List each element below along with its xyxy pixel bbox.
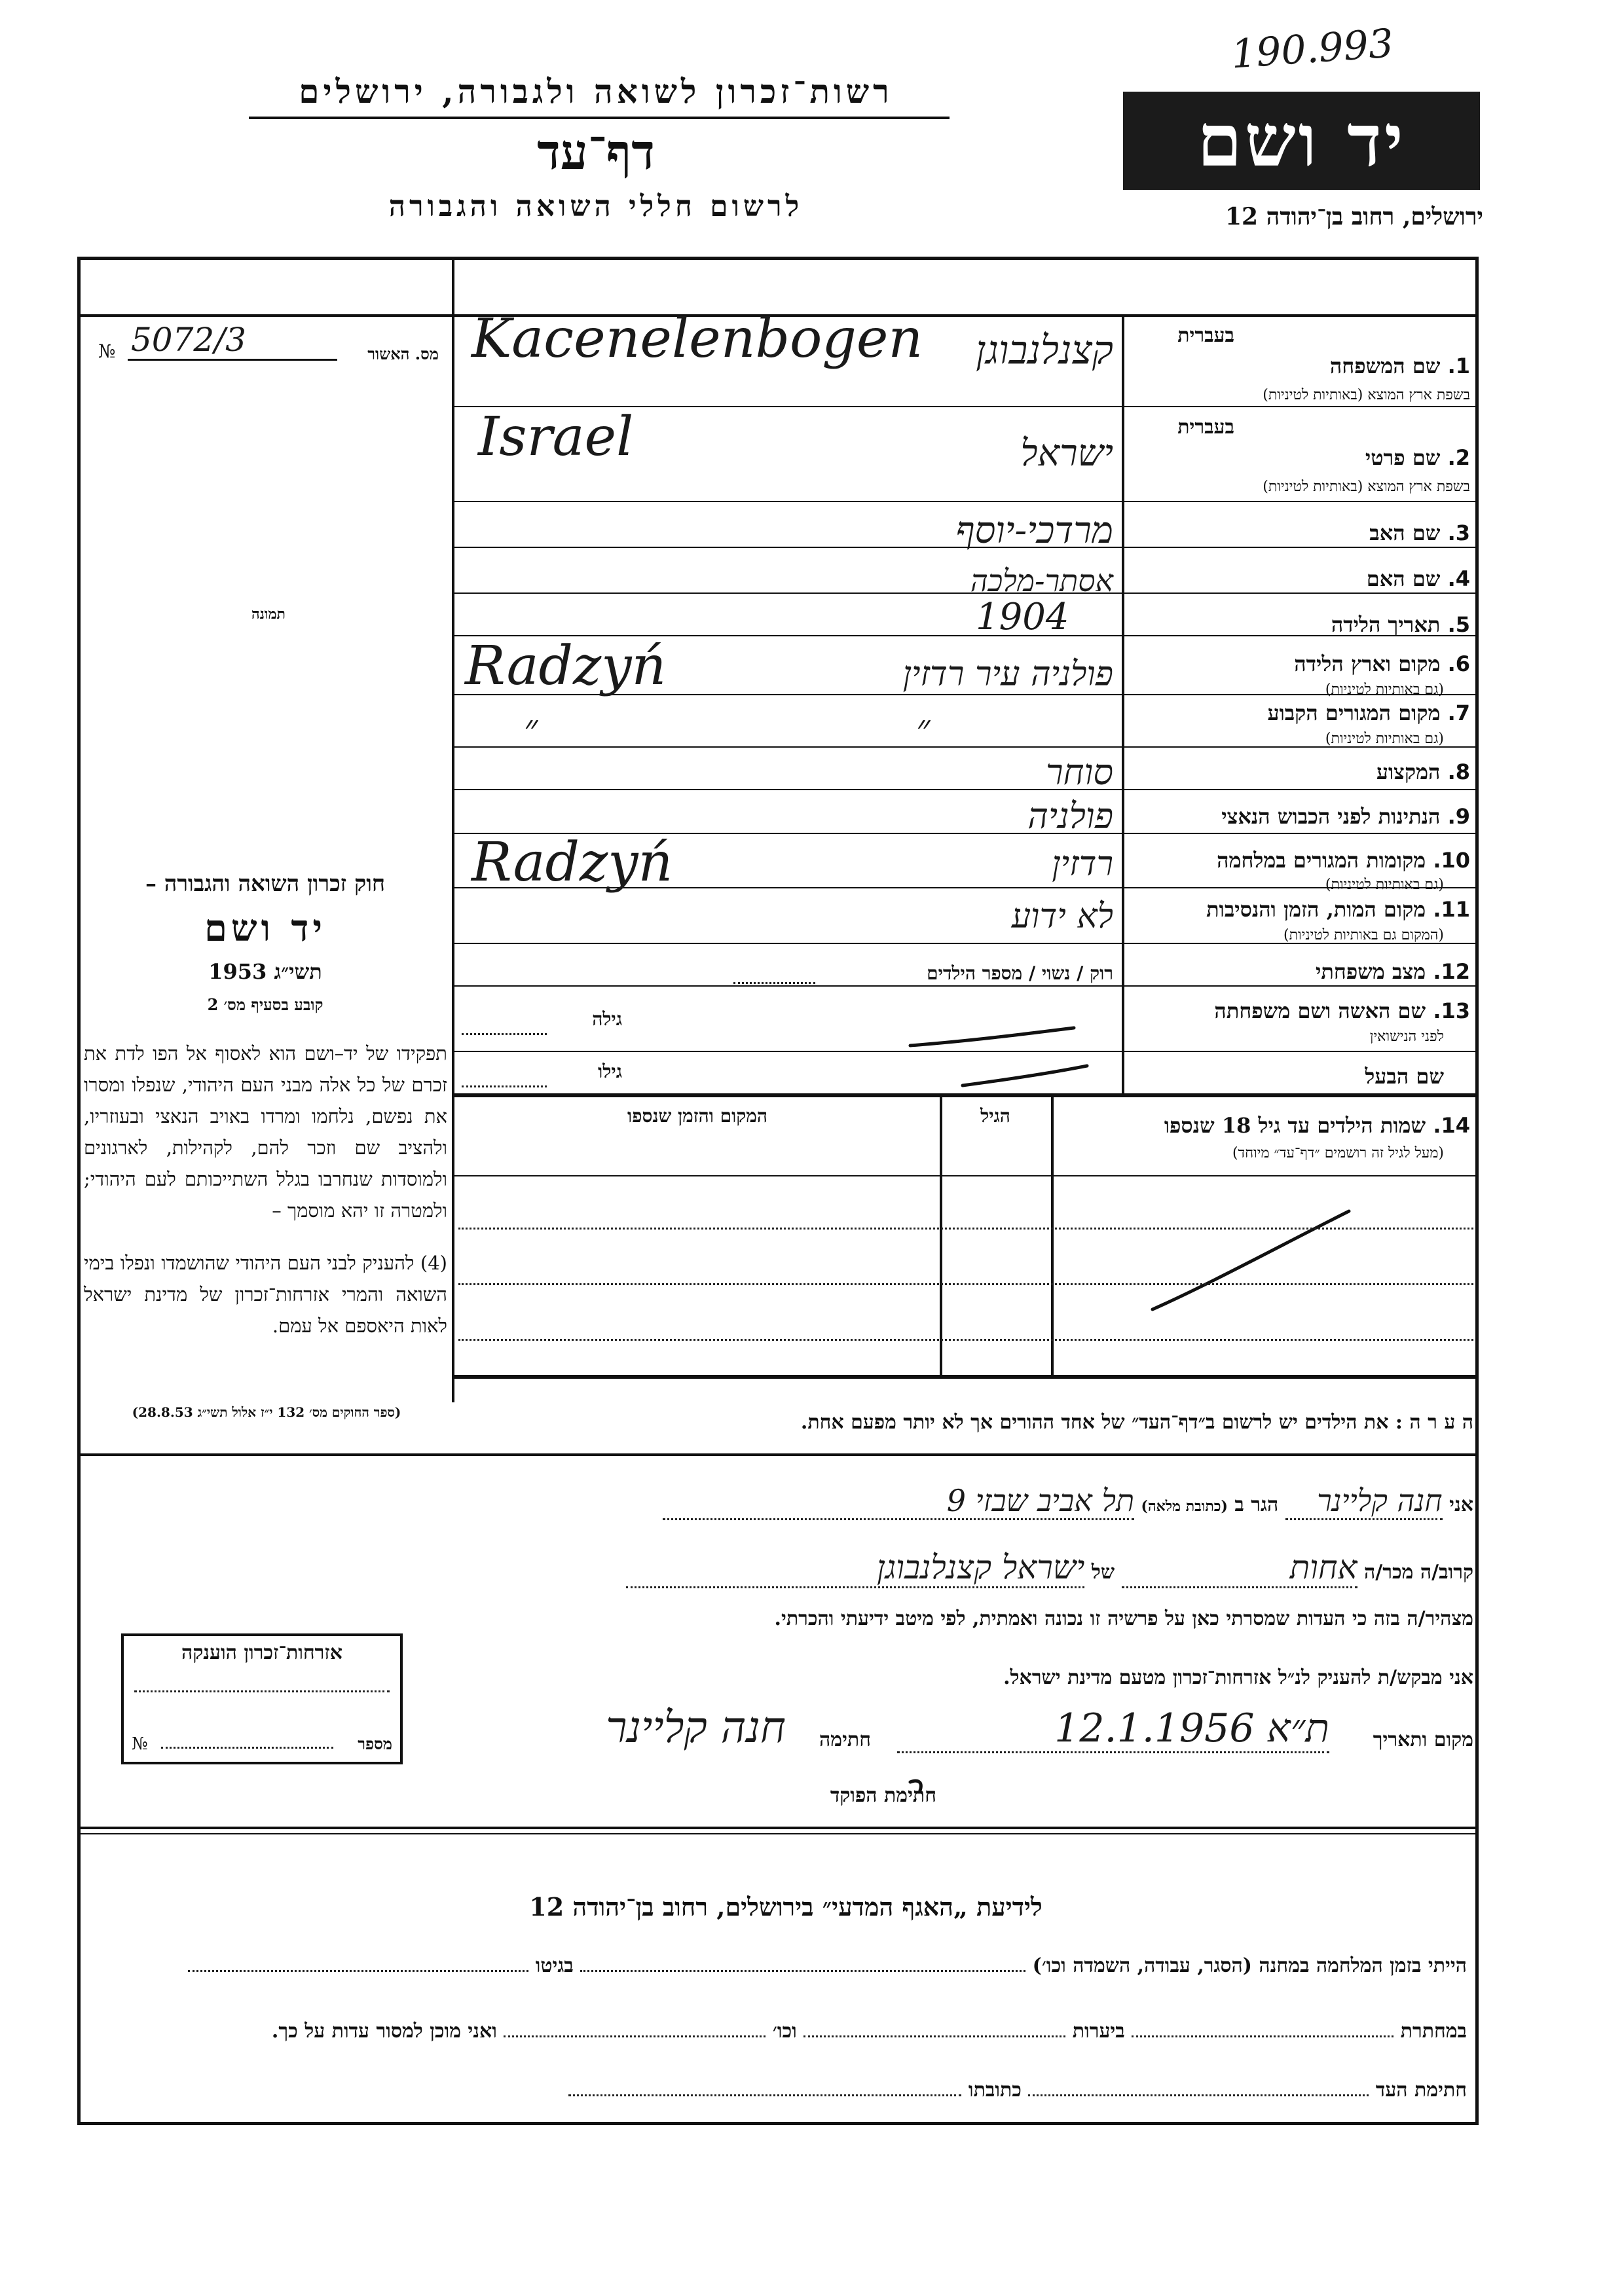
field-5-value[interactable]: 1904 bbox=[976, 596, 1069, 638]
children-col-place: המקום והזמן שנספו bbox=[627, 1105, 767, 1127]
law-text: תפקידו של יד–ושם הוא לאסוף אל הפו לדת את זכרם של כל אלה מבני העם היהודי, שנפלו ומסרו את נפשם, נלחמו ומרדו באויב הנאצי ובעוזריו, ולהציב שם וזכר להם, לקהילות, לארגונים ולמוסדות שנחרבו בגלל השתייכותם לעם היהודי; ולמטרה זו יהא מוסמך – bbox=[84, 1042, 447, 1222]
field-13-sub: לפני הנישואין bbox=[1369, 1029, 1444, 1045]
field-6-value-latin[interactable]: Radzyń bbox=[465, 635, 667, 697]
law-year: תשי״ג 1953 bbox=[208, 959, 322, 984]
logo-text: יד ושם bbox=[1197, 98, 1406, 183]
field-12-stroke bbox=[910, 1028, 1074, 1046]
field-11-sub: (המקום גם באותיות לטיניות) bbox=[1283, 927, 1444, 943]
field-10-sub: (גם באותיות לטיניות) bbox=[1325, 877, 1444, 893]
wife-age-label: גילה bbox=[592, 1008, 622, 1030]
footer-line-1: הייתי בזמן המלחמה במחנה (הסגר, עבודה, השמדה וכו׳) בגיטו bbox=[85, 1954, 1467, 1977]
footer-etc-field[interactable] bbox=[504, 2035, 766, 2037]
children-sub: (מעל לגיל זה רושמים ״דף־עד״ מיוחד) bbox=[1232, 1145, 1444, 1161]
field-3-value[interactable]: מרדכי-יוסף bbox=[955, 509, 1113, 552]
children-col-2 bbox=[1051, 1093, 1054, 1375]
citizenship-line-1 bbox=[134, 1690, 390, 1692]
witness-relation[interactable]: אחות bbox=[1122, 1548, 1357, 1588]
law-source: (ספר החוקים מס׳ 132 י״ז אלול תשי״ג 28.8.53) bbox=[132, 1404, 401, 1420]
witness-address[interactable]: תל אביב שבזי 9 bbox=[663, 1483, 1134, 1520]
field-6-label: 6. מקום וארץ הלידה bbox=[1294, 651, 1470, 676]
approval-number-prefix: № bbox=[98, 340, 116, 362]
field-2-value-hebrew[interactable]: ישראל bbox=[1020, 432, 1113, 475]
children-header-line bbox=[452, 1175, 1479, 1176]
decl-line-4: אני מבקש/ת להעניק לנ״ל אזרחות־זכרון מטעם מדינת ישראל. bbox=[1003, 1666, 1473, 1689]
field-7-label: 7. מקום המגורים הקבוע bbox=[1267, 701, 1470, 725]
decl-line-3: מצהיר/ה בזה כי העדות שמסרתי כאן על פרשיה זו נכונה ואמתית, לפי מיטב ידיעתי והכרתי. bbox=[774, 1607, 1473, 1630]
archive-number: 190.993 bbox=[1229, 20, 1395, 78]
children-col-age: הגיל bbox=[980, 1105, 1010, 1127]
field-2-value-latin[interactable]: Israel bbox=[478, 406, 634, 468]
victim-name-repeat[interactable]: ישראל קצנלנבוגן bbox=[626, 1548, 1084, 1588]
field-11-label: 11. מקום המות, הזמן והנסיבות bbox=[1206, 897, 1470, 922]
law-text-4: (4) להעניק לבני העם היהודי שהושמדו ונפלו בימי השואה והמרי אזרחות־זכרון של מדינת ישראל לאות היאספם אל עמם. bbox=[84, 1252, 447, 1337]
officer-label: חתימת הפוקד bbox=[830, 1784, 936, 1807]
approval-number[interactable]: 5072/3 bbox=[131, 321, 246, 359]
field-6-value-hebrew[interactable]: פולניה עיר רדזין bbox=[902, 655, 1113, 694]
witness-name[interactable]: חנה קליינר bbox=[1285, 1483, 1443, 1520]
children-stroke bbox=[1153, 1211, 1349, 1309]
children-row-1 bbox=[458, 1228, 1473, 1230]
field-10-value-latin[interactable]: Radzyń bbox=[471, 831, 673, 894]
form-title: דף־עד bbox=[537, 124, 655, 181]
citizenship-title: אזרחות־זכרון הוענקה bbox=[181, 1641, 343, 1664]
note: ה ע ר ה : את הילדים יש לרשום ב״דף־העד״ של אחד ההורים אך לא יותר מפעם אחת. bbox=[800, 1411, 1473, 1434]
field-8-label: 8. המקצוע bbox=[1376, 759, 1470, 784]
footer-forests-field[interactable] bbox=[803, 2035, 1065, 2037]
law-section: קובע בסעיף מס׳ 2 bbox=[207, 995, 323, 1014]
declaration-bottom-line bbox=[77, 1827, 1479, 1829]
field-10-label: 10. מקומות המגורים במלחמה bbox=[1217, 848, 1470, 873]
field-2-lang: בעברית bbox=[1177, 416, 1234, 439]
citizenship-box bbox=[121, 1633, 403, 1764]
footer-camp-field[interactable] bbox=[580, 1970, 1025, 1972]
field-3-label: 3. שם האב bbox=[1369, 520, 1470, 545]
footer-address-field[interactable] bbox=[568, 2094, 961, 2096]
field-4-label: 4. שם האם bbox=[1366, 566, 1470, 591]
field-12-label: 12. מצב משפחתי bbox=[1316, 959, 1470, 984]
decl-line-2: קרוב/ה מכר/ה אחות של ישראל קצנלנבוגן bbox=[458, 1548, 1473, 1588]
signature-value[interactable]: חנה קליינר bbox=[606, 1702, 786, 1753]
field-13-stroke bbox=[963, 1066, 1087, 1085]
address: ירושלים, רחוב בן־יהודה 12 bbox=[1225, 203, 1483, 230]
children-bottom-line bbox=[452, 1375, 1479, 1379]
field-2-sub: בשפת ארץ המוצא (באותיות לטיניות) bbox=[1263, 479, 1470, 495]
footer-witness-sig-field[interactable] bbox=[1028, 2094, 1369, 2096]
citizenship-number-dots[interactable] bbox=[161, 1747, 333, 1749]
field-12-options[interactable]: רוק / נשוי / מספר הילדים bbox=[927, 962, 1113, 984]
field-1-label: 1. שם המשפחה bbox=[1329, 354, 1470, 378]
place-date-label: מקום ותאריך bbox=[1373, 1728, 1473, 1751]
field-11-value[interactable]: לא ידוע bbox=[1011, 897, 1113, 936]
footer-line-3: חתימת העד כתובתו bbox=[85, 2079, 1467, 2102]
citizenship-number-label: מספר bbox=[358, 1734, 392, 1753]
field-13-label: 13. שם האשה ושם משפחתה bbox=[1214, 998, 1470, 1023]
signature-label: חתימה bbox=[819, 1728, 871, 1751]
institution-line: רשות־זכרון לשואה ולגבורה, ירושלים bbox=[299, 72, 893, 111]
field-4-value[interactable]: אסתר-מלכה bbox=[970, 563, 1113, 598]
law-title: חוק זכרון השואה והגבורה – bbox=[145, 871, 386, 897]
field-8-value[interactable]: סוחר bbox=[1045, 752, 1113, 793]
law-name: יד ושם bbox=[204, 907, 327, 950]
children-label: 14. שמות הילדים עד גיל 18 שנספו bbox=[1164, 1113, 1470, 1138]
children-top-line bbox=[452, 1093, 1479, 1097]
approval-label: מס. האשור bbox=[367, 344, 439, 363]
field-1-value-hebrew[interactable]: קצנלנבוגן bbox=[976, 327, 1113, 373]
note-bottom-line bbox=[77, 1453, 1479, 1456]
children-row-2 bbox=[458, 1283, 1473, 1285]
field-1-value-latin[interactable]: Kacenelenbogen bbox=[471, 308, 923, 370]
field-9-value[interactable]: פולניה bbox=[1027, 795, 1113, 837]
footer-ghetto-field[interactable] bbox=[188, 1970, 528, 1972]
footer-line-2: במחתרת ביערות וכו׳ ואני מוכן למסור עדות על כך. bbox=[271, 2020, 1467, 2043]
children-row-3 bbox=[458, 1339, 1473, 1341]
field-5-label: 5. תאריך הלידה bbox=[1331, 612, 1470, 637]
citizenship-number-prefix: № bbox=[132, 1734, 148, 1754]
husband-label: שם הבעל bbox=[1365, 1064, 1444, 1089]
husband-age-label: גילו bbox=[598, 1061, 622, 1082]
field-1-sub: בשפת ארץ המוצא (באותיות לטיניות) bbox=[1263, 387, 1470, 403]
field-6-sub: (גם באותיות לטיניות) bbox=[1325, 682, 1444, 698]
field-2-label: 2. שם פרטי bbox=[1365, 445, 1470, 470]
field-1-lang: בעברית bbox=[1177, 324, 1234, 347]
footer-underground-field[interactable] bbox=[1132, 2035, 1393, 2037]
field-10-value-hebrew[interactable]: רדזין bbox=[1052, 845, 1113, 884]
footer-separator bbox=[77, 1833, 1479, 1834]
form-subtitle: לרשום חללי השואה והגבורה bbox=[388, 190, 803, 223]
children-col-1 bbox=[940, 1093, 942, 1375]
field-7-sub: (גם באותיות לטיניות) bbox=[1325, 731, 1444, 747]
photo-label: תמונה bbox=[251, 606, 286, 623]
field-9-label: 9. הנתינות לפני הכבוש הנאצי bbox=[1221, 804, 1470, 829]
place-date-value[interactable]: ת״א 12.1.1956 bbox=[897, 1705, 1329, 1753]
decl-line-1: אני חנה קליינר הגר ב (כתובת מלאה) תל אביב שבזי 9 bbox=[458, 1483, 1473, 1520]
citizenship-number-row bbox=[132, 1729, 392, 1755]
footer-title: לידיעת „האגף המדעי״ בירושלים, רחוב בן־יהודה 12 bbox=[529, 1892, 1043, 1922]
field-7-value[interactable]: ״ ״ bbox=[524, 707, 931, 750]
